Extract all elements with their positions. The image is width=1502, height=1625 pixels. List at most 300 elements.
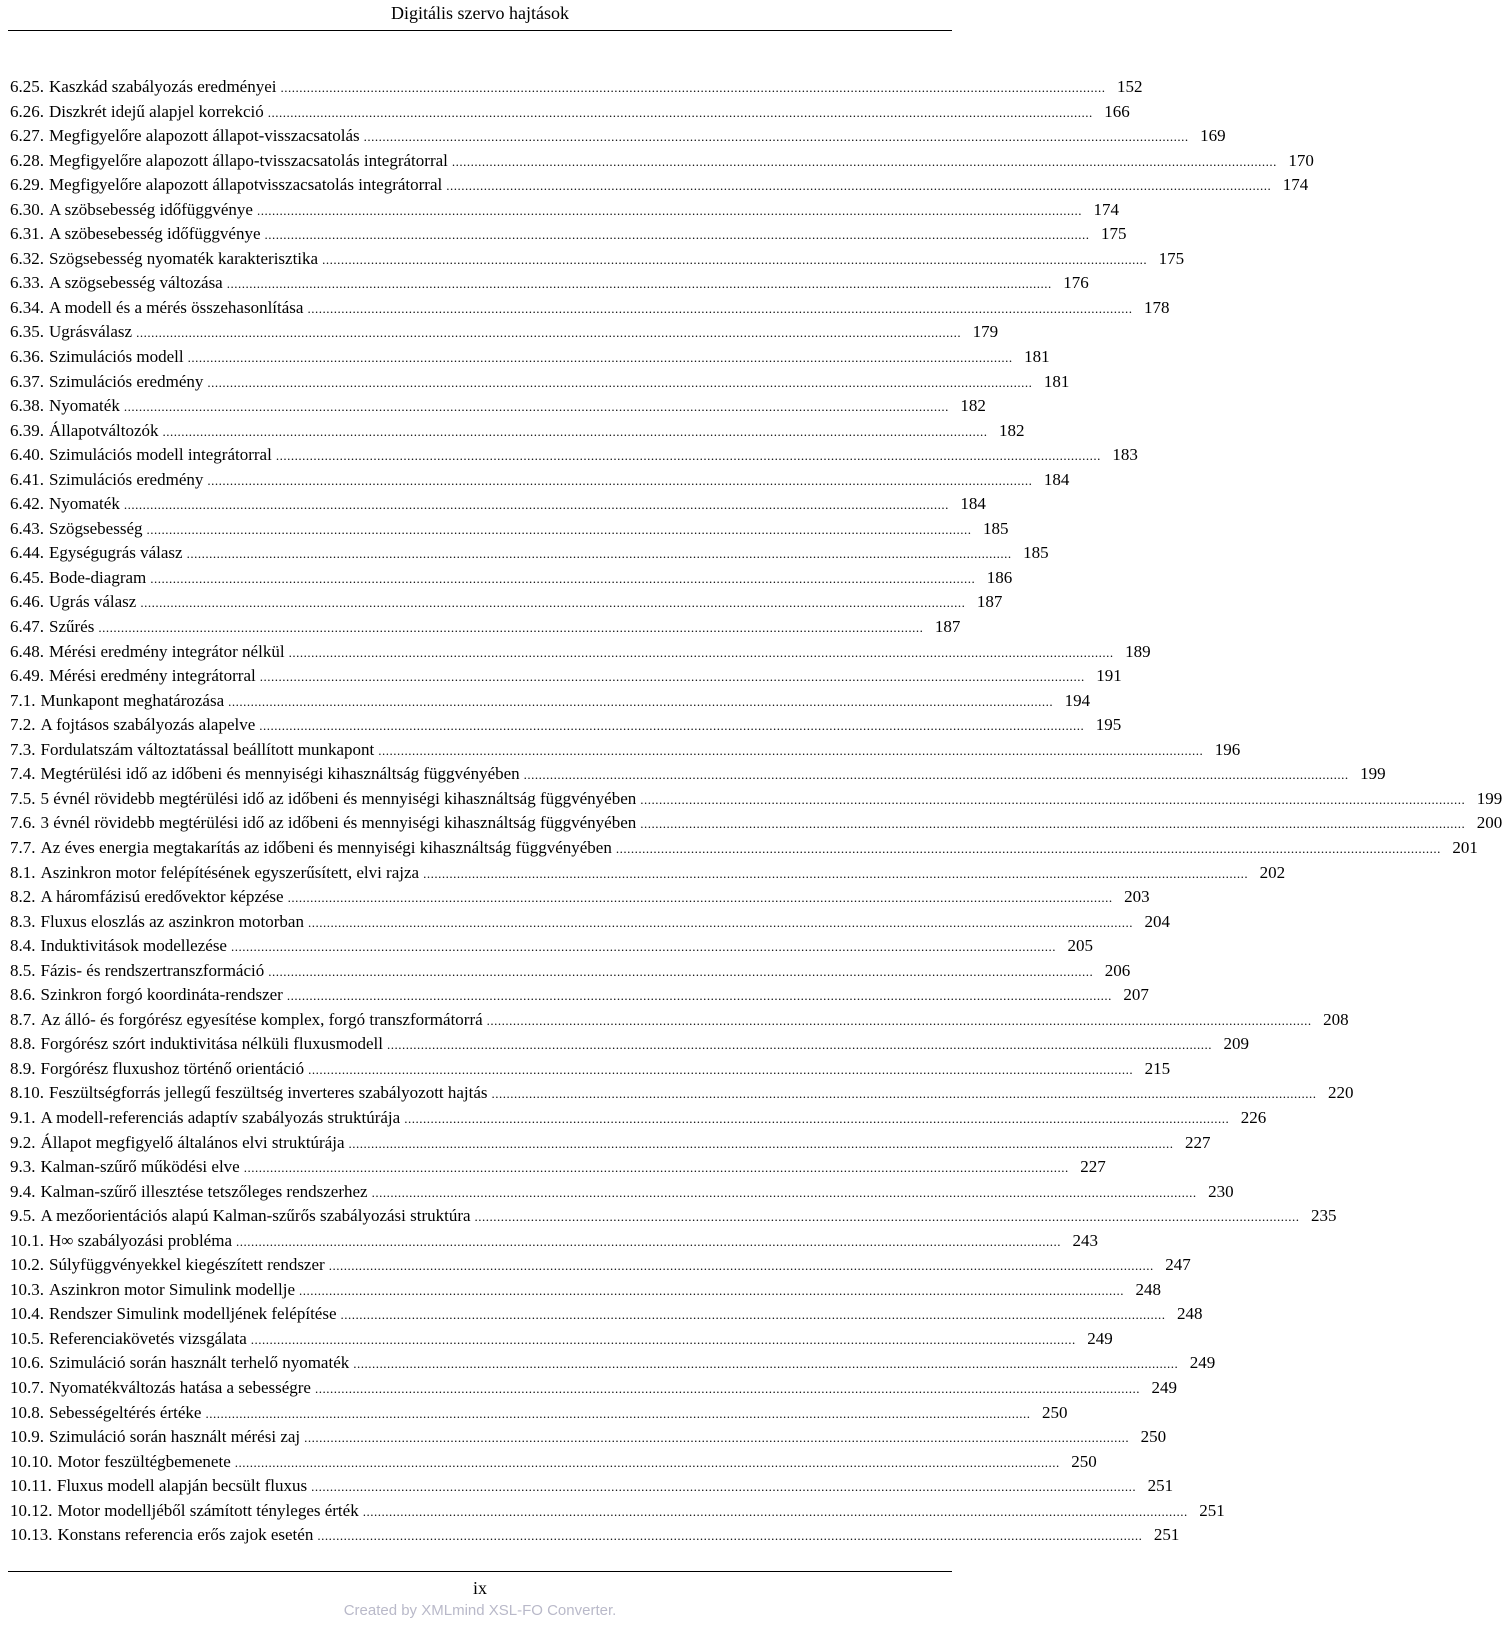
toc-entry-number: 7.1.	[10, 690, 36, 710]
toc-entry[interactable]	[10, 1401, 1068, 1426]
toc-entry-number: 7.5.	[10, 788, 36, 808]
header-divider	[8, 30, 952, 31]
toc-entry[interactable]	[10, 1180, 1234, 1205]
toc-entry-page: 185	[1023, 543, 1049, 563]
toc-dot-leader: ............................................................................................................................................................................................................................	[207, 472, 1033, 488]
toc-dot-leader: ............................................................................................................................................................................................................................	[256, 202, 1082, 218]
toc-entry[interactable]	[10, 836, 1478, 861]
toc-entry-title: Szimuláció során használt terhelő nyomaték	[49, 1353, 350, 1373]
toc-entry[interactable]	[10, 1376, 1177, 1401]
toc-dot-leader: ............................................................................................................................................................................................................................	[286, 988, 1112, 1004]
toc-entry-page: 227	[1185, 1132, 1211, 1152]
toc-entry-number: 6.36.	[10, 347, 44, 367]
toc-entry-title: A szöbesebesség időfüggvénye	[49, 224, 261, 244]
toc-entry-number: 8.1.	[10, 862, 36, 882]
toc-dot-leader: ............................................................................................................................................................................................................................	[226, 276, 1052, 292]
toc-dot-leader: ............................................................................................................................................................................................................................	[451, 153, 1277, 169]
toc-entry-number: 10.2.	[10, 1255, 44, 1275]
toc-dot-leader: ............................................................................................................................................................................................................................	[162, 423, 988, 439]
toc-entry-number: 10.10.	[10, 1451, 53, 1471]
toc-entry-number: 6.43.	[10, 518, 44, 538]
toc-dot-leader: ............................................................................................................................................................................................................................	[307, 300, 1133, 316]
toc-dot-leader: ............................................................................................................................................................................................................................	[523, 767, 1349, 783]
toc-entry[interactable]	[10, 100, 1130, 125]
toc-entry-page: 196	[1214, 739, 1241, 759]
toc-entry[interactable]	[10, 1499, 1225, 1524]
toc-dot-leader: ............................................................................................................................................................................................................................	[304, 1430, 1130, 1446]
toc-entry-number: 6.49.	[10, 666, 44, 686]
toc-dot-leader: ............................................................................................................................................................................................................................	[259, 718, 1085, 734]
toc-dot-leader: ............................................................................................................................................................................................................................	[640, 791, 1466, 807]
toc-entry-title: Fázis- és rendszertranszformáció	[40, 960, 265, 980]
toc-entry-title: Fluxus modell alapján becsült fluxus	[56, 1476, 308, 1496]
toc-entry-page: 166	[1104, 101, 1130, 121]
toc-entry-title: Feszültségforrás jellegű feszültség inverteres szabályozott hajtás	[49, 1083, 488, 1103]
toc-entry[interactable]	[10, 173, 1309, 198]
toc-dot-leader: ............................................................................................................................................................................................................................	[268, 963, 1094, 979]
toc-entry-number: 10.3.	[10, 1279, 44, 1299]
toc-entry[interactable]	[10, 811, 1502, 836]
toc-entry[interactable]	[10, 738, 1241, 763]
toc-dot-leader: ............................................................................................................................................................................................................................	[314, 1380, 1140, 1396]
toc-entry[interactable]	[10, 762, 1386, 787]
toc-entry[interactable]	[10, 983, 1149, 1008]
toc-entry-page: 182	[960, 396, 986, 416]
toc-entry-title: Szűrés	[49, 617, 95, 637]
toc-entry-page: 184	[960, 494, 986, 514]
toc-entry[interactable]	[10, 1278, 1162, 1303]
toc-entry-number: 6.48.	[10, 641, 44, 661]
toc-dot-leader: ............................................................................................................................................................................................................................	[474, 1209, 1300, 1225]
toc-entry-number: 8.2.	[10, 887, 36, 907]
toc-entry[interactable]	[10, 590, 1003, 615]
toc-entry-number: 8.3.	[10, 911, 36, 931]
toc-entry-page: 251	[1153, 1525, 1180, 1545]
toc-dot-leader: ............................................................................................................................................................................................................................	[264, 227, 1090, 243]
toc-entry-page: 251	[1147, 1476, 1174, 1496]
toc-entry-number: 6.47.	[10, 617, 44, 637]
toc-entry-page: 202	[1259, 862, 1286, 882]
toc-entry-number: 8.6.	[10, 985, 36, 1005]
toc-entry-title: Forgórész fluxushoz történő orientáció	[40, 1058, 305, 1078]
toc-entry-number: 10.7.	[10, 1377, 44, 1397]
toc-entry[interactable]	[10, 124, 1226, 149]
toc-entry-number: 6.35.	[10, 322, 44, 342]
toc-entry-page: 152	[1117, 77, 1143, 96]
toc-dot-leader: ............................................................................................................................................................................................................................	[236, 1233, 1061, 1249]
toc-entry-title: Fordulatszám változtatással beállított munkapont	[40, 739, 375, 759]
toc-dot-leader: ............................................................................................................................................................................................................................	[348, 1135, 1174, 1151]
toc-dot-leader: ............................................................................................................................................................................................................................	[275, 448, 1101, 464]
toc-entry-number: 6.40.	[10, 445, 44, 465]
toc-entry-title: A fojtásos szabályozás alapelve	[40, 715, 256, 735]
toc-entry-number: 8.4.	[10, 936, 36, 956]
toc-entry-title: Munkapont meghatározása	[40, 690, 225, 710]
toc-entry-title: Ugrásválasz	[49, 322, 133, 342]
toc-entry-page: 200	[1476, 813, 1502, 833]
toc-entry-title: Szimulációs eredmény	[49, 371, 204, 391]
toc-entry-title: Motor feszültégbemenete	[57, 1451, 231, 1471]
toc-entry[interactable]	[10, 1131, 1211, 1156]
toc-entry-page: 243	[1072, 1230, 1098, 1250]
toc-entry-title: Kalman-szűrő illesztése tetszőleges rendszerhez	[40, 1181, 368, 1201]
toc-entry-number: 6.28.	[10, 150, 44, 170]
toc-entry-number: 10.9.	[10, 1427, 44, 1447]
toc-entry-number: 8.5.	[10, 960, 36, 980]
toc-dot-leader: ............................................................................................................................................................................................................................	[234, 1454, 1060, 1470]
toc-dot-leader: ............................................................................................................................................................................................................................	[299, 1282, 1125, 1298]
toc-entry-number: 7.3.	[10, 739, 36, 759]
toc-entry-number: 10.11.	[10, 1476, 52, 1496]
toc-entry[interactable]	[10, 1523, 1180, 1548]
toc-entry-page: 174	[1093, 199, 1119, 219]
toc-entry-title: Induktivitások modellezése	[40, 936, 227, 956]
toc-dot-leader: ............................................................................................................................................................................................................................	[371, 1184, 1197, 1200]
toc-entry-page: 203	[1124, 887, 1150, 907]
toc-dot-leader: ............................................................................................................................................................................................................................	[123, 399, 949, 415]
toc-entry-title: Megfigyelőre alapozott állapot-visszacsatolás	[49, 126, 360, 146]
toc-entry[interactable]	[10, 1351, 1216, 1376]
toc-entry-page: 169	[1200, 126, 1226, 146]
toc-entry-number: 6.41.	[10, 469, 44, 489]
toc-entry-number: 6.39.	[10, 420, 44, 440]
toc-entry-title: A mezőorientációs alapú Kalman-szűrős szabályozási struktúra	[40, 1206, 471, 1226]
toc-entry-number: 10.1.	[10, 1230, 44, 1250]
toc-entry-page: 191	[1096, 666, 1122, 686]
toc-entry-title: Megfigyelőre alapozott állapo-tvisszacsatolás integrátorral	[49, 150, 448, 170]
toc-entry-number: 9.5.	[10, 1206, 36, 1226]
toc-dot-leader: ............................................................................................................................................................................................................................	[287, 890, 1113, 906]
toc-entry-page: 206	[1104, 960, 1131, 980]
toc-dot-leader: ............................................................................................................................................................................................................................	[640, 816, 1466, 832]
toc-entry-page: 201	[1452, 837, 1478, 857]
toc-entry-page: 176	[1063, 273, 1089, 293]
toc-entry-page: 250	[1071, 1451, 1097, 1471]
toc-entry[interactable]	[10, 370, 1070, 395]
toc-entry[interactable]	[10, 615, 961, 640]
toc-dot-leader: ............................................................................................................................................................................................................................	[386, 1037, 1212, 1053]
toc-dot-leader: ............................................................................................................................................................................................................................	[322, 251, 1148, 267]
toc-entry-title: A háromfázisú eredővektor képzése	[40, 887, 284, 907]
toc-entry-page: 199	[1360, 764, 1386, 784]
toc-dot-leader: ............................................................................................................................................................................................................................	[150, 570, 976, 586]
toc-entry-title: Nyomaték	[49, 494, 120, 514]
toc-entry-page: 175	[1158, 248, 1185, 268]
toc-entry[interactable]	[10, 345, 1050, 370]
toc-dot-leader: ............................................................................................................................................................................................................................	[146, 521, 972, 537]
toc-entry-title: Szinkron forgó koordináta-rendszer	[40, 985, 283, 1005]
toc-entry-page: 170	[1288, 150, 1314, 170]
toc-entry-title: A szögsebesség változása	[49, 273, 223, 293]
toc-entry-title: A szöbsebesség időfüggvénye	[49, 199, 253, 219]
toc-entry-page: 250	[1041, 1402, 1068, 1422]
toc-entry-page: 187	[934, 617, 961, 637]
toc-entry-page: 175	[1101, 224, 1127, 244]
toc-entry-number: 6.30.	[10, 199, 44, 219]
toc-entry[interactable]	[10, 296, 1170, 321]
toc-entry[interactable]	[10, 75, 1143, 100]
toc-dot-leader: ............................................................................................................................................................................................................................	[136, 325, 962, 341]
toc-entry[interactable]	[10, 1327, 1113, 1352]
toc-entry[interactable]	[10, 468, 1070, 493]
toc-entry[interactable]	[10, 1081, 1354, 1106]
toc-entry-number: 7.4.	[10, 764, 36, 784]
toc-entry-title: Aszinkron motor felépítésének egyszerűsített, elvi rajza	[40, 862, 420, 882]
toc-entry-title: Szögsebesség nyomaték karakterisztika	[49, 248, 319, 268]
toc-entry[interactable]	[10, 787, 1502, 812]
toc-entry[interactable]	[10, 517, 1009, 542]
toc-entry-number: 6.44.	[10, 543, 44, 563]
toc-dot-leader: ............................................................................................................................................................................................................................	[267, 104, 1093, 120]
toc-entry-page: 174	[1282, 175, 1309, 195]
toc-entry-number: 7.2.	[10, 715, 36, 735]
toc-entry-title: Konstans referencia erős zajok esetén	[57, 1525, 314, 1545]
toc-dot-leader: ............................................................................................................................................................................................................................	[307, 914, 1133, 930]
toc-entry[interactable]	[10, 959, 1131, 984]
toc-entry-title: Kalman-szűrő működési elve	[40, 1157, 240, 1177]
toc-dot-leader: ............................................................................................................................................................................................................................	[486, 1012, 1312, 1028]
toc-entry-title: Fluxus eloszlás az aszinkron motorban	[40, 911, 304, 931]
toc-entry-page: 199	[1476, 788, 1502, 808]
toc-entry[interactable]	[10, 492, 986, 517]
toc-entry[interactable]	[10, 934, 1093, 959]
toc-entry-number: 6.26.	[10, 101, 44, 121]
toc-entry-page: 248	[1177, 1304, 1203, 1324]
toc-entry-page: 194	[1064, 690, 1091, 710]
toc-entry-page: 189	[1125, 641, 1151, 661]
toc-entry[interactable]	[10, 1106, 1267, 1131]
toc-entry-page: 187	[976, 592, 1003, 612]
toc-dot-leader: ............................................................................................................................................................................................................................	[362, 1503, 1188, 1519]
toc-entry-page: 230	[1208, 1181, 1234, 1201]
toc-entry[interactable]	[10, 1425, 1167, 1450]
toc-entry[interactable]	[10, 394, 986, 419]
toc-entry-number: 7.7.	[10, 837, 36, 857]
toc-dot-leader: ............................................................................................................................................................................................................................	[187, 350, 1013, 366]
toc-entry-number: 9.2.	[10, 1132, 36, 1152]
toc-entry-title: Szimulációs modell integrátorral	[49, 445, 272, 465]
toc-dot-leader: ............................................................................................................................................................................................................................	[311, 1479, 1137, 1495]
toc-entry[interactable]	[10, 1204, 1337, 1229]
toc-entry[interactable]	[10, 566, 1013, 591]
toc-entry-number: 10.8.	[10, 1402, 44, 1422]
toc-dot-leader: ............................................................................................................................................................................................................................	[446, 178, 1272, 194]
toc-entry-page: 205	[1067, 936, 1093, 956]
footer-divider	[8, 1571, 952, 1572]
toc-entry[interactable]	[10, 689, 1091, 714]
toc-entry[interactable]	[10, 861, 1286, 886]
toc-entry-page: 248	[1135, 1279, 1162, 1299]
toc-entry-number: 9.1.	[10, 1107, 36, 1127]
toc-dot-leader: ............................................................................................................................................................................................................................	[363, 129, 1189, 145]
toc-entry-page: 186	[986, 567, 1013, 587]
toc-dot-leader: ............................................................................................................................................................................................................................	[615, 840, 1441, 856]
toc-dot-leader: ............................................................................................................................................................................................................................	[328, 1258, 1154, 1274]
toc-entry-title: 3 évnél rövidebb megtérülési idő az időbeni és mennyiségi kihasználtság függvényében	[40, 813, 637, 833]
toc-dot-leader: ............................................................................................................................................................................................................................	[340, 1307, 1166, 1323]
toc-entry[interactable]	[10, 443, 1138, 468]
toc-entry-page: 249	[1151, 1377, 1177, 1397]
toc-dot-leader: ............................................................................................................................................................................................................................	[207, 374, 1033, 390]
toc-entry-number: 6.46.	[10, 592, 44, 612]
toc-entry-number: 10.5.	[10, 1328, 44, 1348]
toc-entry-title: Referenciakövetés vizsgálata	[49, 1328, 247, 1348]
page-number: ix	[472, 1578, 487, 1598]
toc-entry-title: Ugrás válasz	[49, 592, 137, 612]
toc-entry-number: 10.13.	[10, 1525, 53, 1545]
toc-entry[interactable]	[10, 1253, 1191, 1278]
toc-entry-number: 7.6.	[10, 813, 36, 833]
toc-entry[interactable]	[10, 1450, 1097, 1475]
toc-dot-leader: ............................................................................................................................................................................................................................	[186, 546, 1012, 562]
toc-entry-page: 226	[1240, 1107, 1267, 1127]
toc-entry[interactable]	[10, 198, 1119, 223]
toc-entry[interactable]	[10, 320, 999, 345]
toc-entry[interactable]	[10, 1302, 1203, 1327]
toc-dot-leader: ............................................................................................................................................................................................................................	[288, 644, 1114, 660]
toc-entry-title: Kaszkád szabályozás eredményei	[49, 77, 277, 96]
list-of-figures	[10, 75, 1502, 1548]
toc-entry[interactable]	[10, 222, 1127, 247]
toc-entry-title: Súlyfüggvényekkel kiegészített rendszer	[49, 1255, 325, 1275]
toc-entry-title: Forgórész szórt induktivitása nélküli fluxusmodell	[40, 1034, 383, 1054]
toc-entry-number: 6.32.	[10, 248, 44, 268]
toc-entry-number: 6.27.	[10, 126, 44, 146]
toc-dot-leader: ............................................................................................................................................................................................................................	[317, 1528, 1143, 1544]
toc-dot-leader: ............................................................................................................................................................................................................................	[98, 620, 924, 636]
toc-entry-title: H∞ szabályozási probléma	[49, 1230, 232, 1250]
toc-entry[interactable]	[10, 885, 1150, 910]
toc-dot-leader: ............................................................................................................................................................................................................................	[308, 1061, 1134, 1077]
toc-entry[interactable]	[10, 713, 1122, 738]
toc-entry[interactable]	[10, 640, 1151, 665]
toc-entry-title: Az álló- és forgórész egyesítése komplex, forgó transzformátorrá	[40, 1009, 483, 1029]
toc-entry[interactable]	[10, 910, 1170, 935]
toc-entry-page: 185	[982, 518, 1009, 538]
toc-entry-page: 250	[1140, 1427, 1167, 1447]
toc-entry-page: 207	[1123, 985, 1149, 1005]
toc-entry-number: 10.6.	[10, 1353, 44, 1373]
toc-entry-title: Egységugrás válasz	[49, 543, 183, 563]
toc-dot-leader: ............................................................................................................................................................................................................................	[243, 1160, 1069, 1176]
toc-entry-title: Nyomatékváltozás hatása a sebességre	[49, 1377, 311, 1397]
toc-entry[interactable]	[10, 1032, 1249, 1057]
toc-dot-leader: ............................................................................................................................................................................................................................	[491, 1086, 1317, 1102]
toc-entry-title: Szimulációs eredmény	[49, 469, 204, 489]
toc-entry-page: 215	[1144, 1058, 1171, 1078]
toc-entry[interactable]	[10, 149, 1314, 174]
toc-entry-title: Sebességeltérés értéke	[49, 1402, 202, 1422]
toc-entry-page: 195	[1095, 715, 1122, 735]
toc-entry-number: 8.7.	[10, 1009, 36, 1029]
toc-entry-page: 209	[1223, 1034, 1249, 1054]
toc-entry-page: 181	[1024, 347, 1050, 367]
toc-entry-number: 9.3.	[10, 1157, 36, 1177]
toc-dot-leader: ............................................................................................................................................................................................................................	[404, 1110, 1230, 1126]
toc-dot-leader: ............................................................................................................................................................................................................................	[205, 1405, 1031, 1421]
toc-entry[interactable]	[10, 247, 1185, 272]
toc-entry-page: 178	[1143, 297, 1170, 317]
toc-entry-number: 9.4.	[10, 1181, 36, 1201]
toc-entry-title: Nyomaték	[49, 396, 120, 416]
toc-entry[interactable]	[10, 1008, 1349, 1033]
toc-entry-number: 10.4.	[10, 1304, 44, 1324]
toc-entry-title: Bode-diagram	[49, 567, 147, 587]
toc-entry-page: 235	[1311, 1206, 1337, 1226]
toc-entry-number: 6.34.	[10, 297, 44, 317]
toc-entry-page: 182	[999, 420, 1025, 440]
toc-dot-leader: ............................................................................................................................................................................................................................	[353, 1356, 1179, 1372]
toc-entry-page: 181	[1043, 371, 1070, 391]
toc-entry[interactable]	[10, 1057, 1171, 1082]
toc-entry-page: 220	[1328, 1083, 1354, 1103]
toc-entry-number: 6.31.	[10, 224, 44, 244]
toc-dot-leader: ............................................................................................................................................................................................................................	[230, 939, 1056, 955]
toc-dot-leader: ............................................................................................................................................................................................................................	[250, 1331, 1076, 1347]
toc-entry-title: Diszkrét idejű alapjel korrekció	[49, 101, 264, 121]
toc-entry-title: Állapot megfigyelő általános elvi struktúrája	[40, 1132, 345, 1152]
toc-dot-leader: ............................................................................................................................................................................................................................	[378, 742, 1204, 758]
toc-entry-page: 204	[1144, 911, 1170, 931]
toc-entry-number: 8.9.	[10, 1058, 36, 1078]
toc-entry-page: 249	[1189, 1353, 1216, 1373]
toc-entry[interactable]	[10, 1474, 1174, 1499]
toc-dot-leader: ............................................................................................................................................................................................................................	[423, 865, 1249, 881]
toc-entry-page: 179	[972, 322, 999, 342]
toc-entry-number: 6.37.	[10, 371, 44, 391]
toc-entry-number: 6.38.	[10, 396, 44, 416]
toc-dot-leader: ............................................................................................................................................................................................................................	[140, 595, 966, 611]
toc-entry[interactable]	[10, 419, 1025, 444]
toc-entry-page: 249	[1087, 1328, 1113, 1348]
toc-entry-page: 184	[1043, 469, 1070, 489]
converter-credit: Created by XMLmind XSL-FO Converter.	[343, 1602, 617, 1619]
toc-entry-title: Mérési eredmény integrátorral	[49, 666, 256, 686]
toc-entry[interactable]	[10, 1229, 1098, 1254]
toc-entry-page: 251	[1199, 1500, 1225, 1520]
toc-entry-title: Az éves energia megtakarítás az időbeni és mennyiségi kihasználtság függvényében	[40, 837, 612, 857]
toc-entry-page: 227	[1080, 1157, 1106, 1177]
running-header: Digitális szervo hajtások	[391, 3, 569, 23]
toc-dot-leader: ............................................................................................................................................................................................................................	[280, 80, 1106, 95]
toc-entry-title: Motor modelljéből számított tényleges érték	[57, 1500, 359, 1520]
toc-entry-title: A modell-referenciás adaptív szabályozás struktúrája	[40, 1107, 401, 1127]
toc-entry[interactable]	[10, 664, 1122, 689]
toc-entry-number: 10.12.	[10, 1500, 53, 1520]
toc-dot-leader: ............................................................................................................................................................................................................................	[123, 497, 949, 513]
toc-dot-leader: ............................................................................................................................................................................................................................	[259, 669, 1085, 685]
toc-entry-title: Megtérülési idő az időbeni és mennyiségi kihasználtság függvényében	[40, 764, 520, 784]
toc-entry-number: 8.8.	[10, 1034, 36, 1054]
toc-entry[interactable]	[10, 1155, 1106, 1180]
toc-entry-title: 5 évnél rövidebb megtérülési idő az időbeni és mennyiségi kihasználtság függvényében	[40, 788, 637, 808]
toc-entry-title: Aszinkron motor Simulink modellje	[49, 1279, 296, 1299]
toc-entry-title: Szimulációs modell	[49, 347, 184, 367]
toc-entry-page: 208	[1323, 1009, 1349, 1029]
toc-entry-number: 6.45.	[10, 567, 44, 587]
toc-entry-page: 183	[1112, 445, 1138, 465]
toc-entry-number: 8.10.	[10, 1083, 44, 1103]
toc-entry-number: 6.33.	[10, 273, 44, 293]
toc-entry-number: 6.25.	[10, 77, 44, 96]
toc-entry[interactable]	[10, 271, 1089, 296]
toc-entry-title: Szögsebesség	[49, 518, 143, 538]
toc-entry-title: Mérési eredmény integrátor nélkül	[49, 641, 285, 661]
toc-entry[interactable]	[10, 541, 1049, 566]
toc-entry-title: Állapotváltozók	[49, 420, 159, 440]
toc-entry-number: 6.29.	[10, 175, 44, 195]
toc-entry-number: 6.42.	[10, 494, 44, 514]
